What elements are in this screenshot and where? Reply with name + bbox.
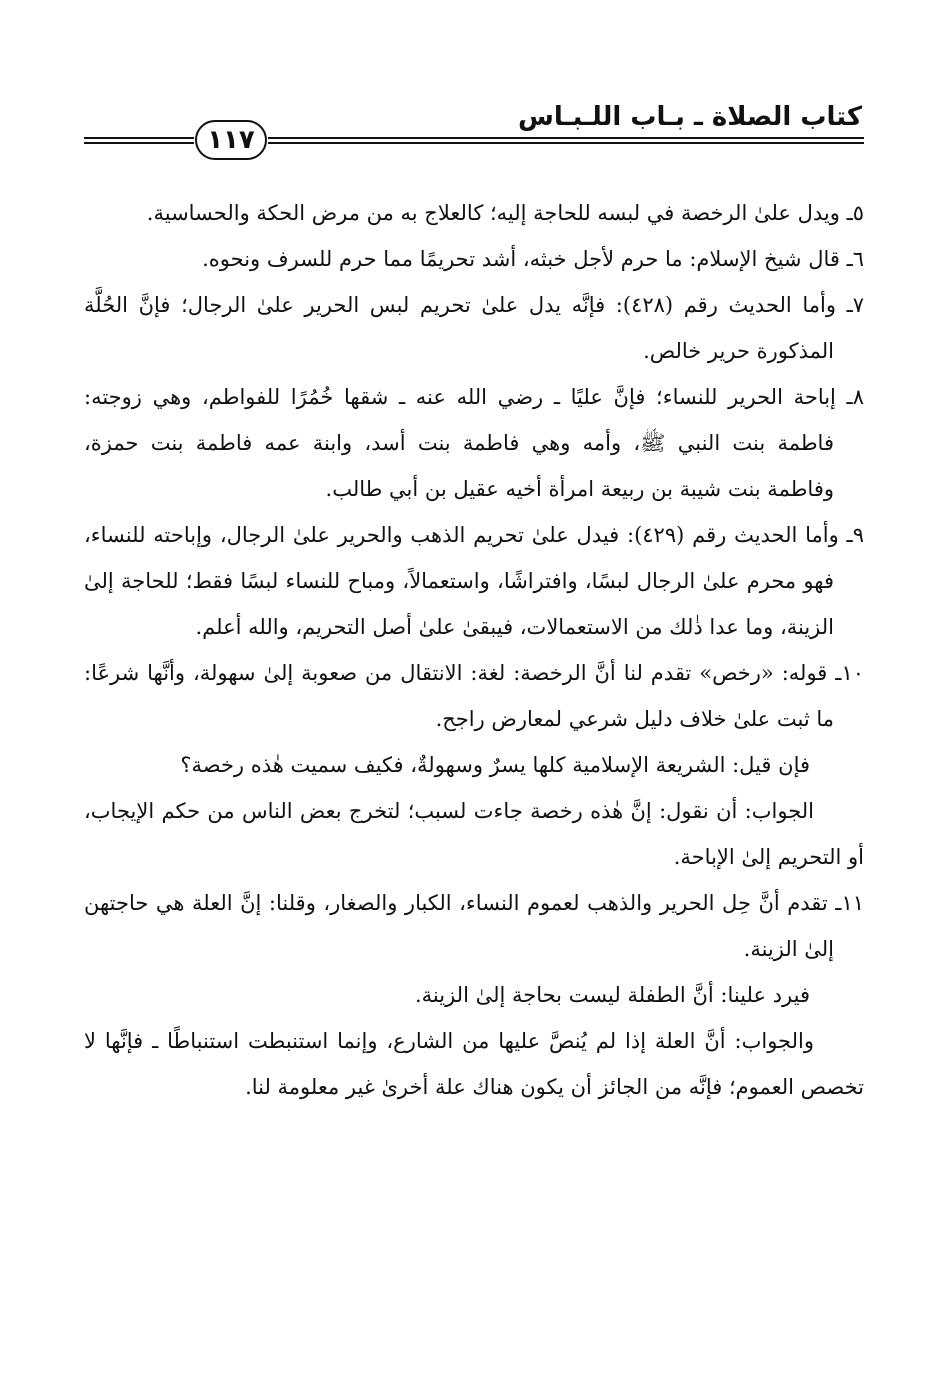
header-rule-right <box>268 137 864 144</box>
running-header-title: كتاب الصلاة ـ بـاب اللـبـاس <box>518 102 862 132</box>
paragraph-10: ١٠ـ قوله: «رخص» تقدم لنا أنَّ الرخصة: لغة: الانتقال من صعوبة إلىٰ سهولة، وأنَّها شرعًا: ما ثبت علىٰ خلاف دليل شرعي لمعارض راجح. <box>84 661 864 731</box>
page-body <box>84 190 864 1110</box>
paragraph-11-answer: والجواب: أنَّ العلة إذا لم يُنصَّ عليها من الشارع، وإنما استنبطت استنباطًا ـ فإنَّها لا تخصص العموم؛ فإنَّه من الجائز أن يكون هناك علة أخرىٰ غير معلومة لنا. <box>84 1029 864 1099</box>
paragraph-11: ١١ـ تقدم أنَّ حِل الحرير والذهب لعموم النساء، الكبار والصغار، وقلنا: إنَّ العلة هي حاجتهن إلىٰ الزينة. <box>84 891 864 961</box>
paragraph-10-question: فإن قيل: الشريعة الإسلامية كلها يسرٌ وسهولةٌ، فكيف سميت هٰذه رخصة؟ <box>180 753 810 777</box>
paragraph-7: ٧ـ وأما الحديث رقم (٤٢٨): فإنَّه يدل علىٰ تحريم لبس الحرير علىٰ الرجال؛ فإنَّ الحُلَّة المذكورة حرير خالص. <box>84 293 864 363</box>
paragraph-11-objection: فيرد علينا: أنَّ الطفلة ليست بحاجة إلىٰ الزينة. <box>414 983 810 1007</box>
paragraph-9: ٩ـ وأما الحديث رقم (٤٢٩): فيدل علىٰ تحريم الذهب والحرير علىٰ الرجال، وإباحته للنساء، فهو محرم علىٰ الرجال لبسًا، وافتراشًا، واستعمالاً، ومباح للنساء لبسًا فقط؛ للحاجة إلىٰ الزينة، وما عدا ذٰلك من الاستعمالات، فيبقىٰ علىٰ أصل التحريم، والله أعلم. <box>84 523 864 639</box>
paragraph-8: ٨ـ إباحة الحرير للنساء؛ فإنَّ عليًا ـ رضي الله عنه ـ شقها خُمُرًا للفواطم، وهي زوجته: فاطمة بنت النبي ﷺ، وأمه وهي فاطمة بنت أسد، وابنة عمه فاطمة بنت حمزة، وفاطمة بنت شيبة بن ربيعة امرأة أخيه عقيل بن أبي طالب. <box>84 385 864 501</box>
header-rule-left <box>84 137 194 144</box>
page-number: ١١٧ <box>195 120 267 160</box>
paragraph-10-answer: الجواب: أن نقول: إنَّ هٰذه رخصة جاءت لسبب؛ لتخرج بعض الناس من حكم الإيجاب، أو التحريم إلىٰ الإباحة. <box>84 799 864 869</box>
paragraph-6: ٦ـ قال شيخ الإسلام: ما حرم لأجل خبثه، أشد تحريمًا مما حرم للسرف ونحوه. <box>202 247 864 271</box>
paragraph-5: ٥ـ ويدل علىٰ الرخصة في لبسه للحاجة إليه؛ كالعلاج به من مرض الحكة والحساسية. <box>146 201 864 225</box>
